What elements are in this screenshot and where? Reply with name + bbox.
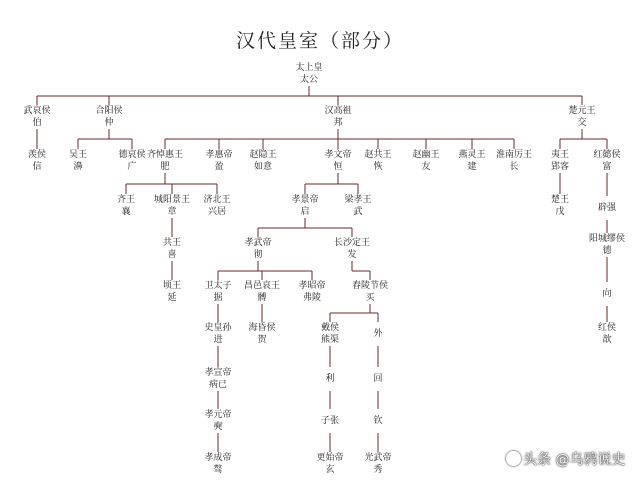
person-title: 子张: [320, 416, 340, 426]
person-title: 楚元王: [568, 106, 596, 116]
person-title: 孝元帝: [204, 410, 232, 420]
person-given-name: 贺: [257, 335, 267, 345]
person-title: 孝宣帝: [204, 368, 232, 378]
person-title: 昌邑哀王: [243, 281, 281, 291]
person-given-name: 骜: [213, 465, 223, 475]
person-title: 海昏侯: [248, 323, 276, 333]
person-title: 外: [373, 329, 383, 339]
person-node-chengyang: [153, 194, 191, 218]
person-title: 光武帝: [364, 453, 392, 463]
person-given-name: 仲: [104, 118, 114, 128]
person-title: 齐悼惠王: [146, 150, 184, 160]
camera-icon: [506, 451, 521, 466]
person-given-name: 邦: [333, 118, 343, 128]
person-node-changsha: [333, 237, 371, 261]
person-given-name: 交: [577, 118, 587, 128]
person-given-name: 长: [509, 162, 519, 172]
person-given-name: 章: [167, 207, 177, 217]
person-node-daihou: [320, 322, 340, 346]
person-given-name: 发: [347, 250, 357, 260]
person-node-xiaoxuan: [203, 367, 232, 391]
person-node-deai: [117, 149, 146, 173]
person-node-gaozu: [323, 105, 352, 129]
person-node-shihuang: [203, 322, 232, 346]
person-title: 红懿侯: [593, 150, 621, 160]
person-title: 阳城缪侯: [588, 234, 626, 244]
person-given-name: 彻: [253, 250, 263, 260]
person-node-changyi: [243, 280, 281, 304]
person-node-yanling: [457, 149, 486, 173]
person-title: 孝成帝: [204, 453, 232, 463]
person-node-zhaoyin: [248, 149, 277, 173]
person-given-name: 襄: [121, 207, 131, 217]
person-given-name: 戊: [555, 207, 565, 217]
person-node-hongxin: [597, 322, 617, 346]
person-given-name: 玄: [325, 465, 335, 475]
person-given-name: 太公: [299, 75, 319, 85]
person-node-zhaogong: [363, 149, 392, 173]
person-node-chongling: [351, 280, 389, 304]
person-node-qiwang: [116, 194, 136, 218]
person-given-name: 肥: [160, 162, 170, 172]
person-node-wai: [372, 328, 383, 340]
person-node-qin: [372, 415, 383, 427]
diagram-title: 汉代皇室（部分）: [235, 30, 404, 52]
person-title: 红侯: [597, 323, 617, 333]
person-given-name: 武: [353, 207, 363, 217]
person-title: 史皇孙: [204, 323, 232, 333]
watermark-text: 头条 @乌鸦说史: [523, 452, 626, 468]
person-given-name: 奭: [213, 422, 223, 432]
person-node-qingwang: [162, 280, 182, 304]
person-title: 辟强: [597, 203, 617, 213]
person-title: 向: [602, 289, 612, 299]
person-title: 孝文帝: [324, 150, 352, 160]
person-node-zhaoyou: [411, 149, 440, 173]
person-node-hongyi: [592, 149, 621, 173]
person-node-xiaowen: [323, 149, 352, 173]
person-title: 武哀侯: [23, 106, 51, 116]
watermark: [506, 449, 625, 469]
person-given-name: 启: [300, 207, 310, 217]
person-title: 戴侯: [320, 323, 340, 333]
person-node-hui: [372, 373, 383, 385]
person-given-name: 弗陵: [302, 293, 322, 303]
person-node-xiaozhao: [297, 280, 326, 304]
person-given-name: 歆: [602, 335, 612, 345]
person-given-name: 喜: [167, 250, 177, 260]
person-node-qidaohui: [146, 149, 184, 173]
person-node-wuwang: [68, 149, 88, 173]
person-title: 济北王: [203, 195, 231, 205]
person-node-guangwu: [363, 452, 392, 476]
person-title: 燕灵王: [458, 150, 486, 160]
person-given-name: 兴居: [207, 207, 227, 217]
person-given-name: 如意: [253, 162, 273, 172]
person-given-name: 德: [602, 246, 612, 256]
person-given-name: 病已: [208, 380, 228, 390]
person-title: 利: [325, 374, 335, 384]
person-given-name: 广: [127, 162, 137, 172]
person-title: 合阳侯: [95, 106, 123, 116]
person-given-name: 延: [167, 293, 177, 303]
person-given-name: 髆: [257, 293, 267, 303]
person-node-pizhang: [597, 202, 617, 214]
person-given-name: 郢客: [550, 162, 570, 172]
person-title: 长沙定王: [333, 238, 371, 248]
person-given-name: 恒: [333, 162, 343, 172]
person-title: 赵共王: [364, 150, 392, 160]
person-title: 太上皇: [295, 63, 323, 73]
person-node-huainan: [495, 149, 533, 173]
person-title: 孝武帝: [244, 238, 272, 248]
person-node-xiaohui: [204, 149, 233, 173]
person-node-xiaowu: [243, 237, 272, 261]
person-given-name: 友: [421, 162, 431, 172]
person-given-name: 伯: [32, 118, 42, 128]
person-node-haihun: [247, 322, 276, 346]
person-node-xiang: [601, 288, 612, 300]
person-title: 赵幽王: [412, 150, 440, 160]
person-node-xiaocheng: [203, 452, 232, 476]
person-node-gengshi: [315, 452, 344, 476]
person-node-xiaoyuan: [203, 409, 232, 433]
person-given-name: 富: [602, 162, 612, 172]
person-title: 钦: [373, 416, 383, 426]
person-node-yangcheng: [588, 233, 626, 257]
person-title: 顷王: [162, 281, 182, 291]
person-node-li: [324, 373, 335, 385]
person-node-zizhang: [320, 415, 340, 427]
person-title: 楚王: [550, 195, 570, 205]
person-title: 卫太子: [204, 281, 232, 291]
person-title: 淮南厉王: [495, 150, 533, 160]
person-node-taishang: [294, 62, 323, 86]
person-given-name: 信: [32, 162, 42, 172]
person-title: 舂陵节侯: [351, 281, 389, 291]
person-given-name: 据: [213, 293, 223, 303]
person-node-liangxiao: [343, 194, 372, 218]
person-node-gongwang: [162, 237, 182, 261]
person-title: 城阳景王: [153, 195, 191, 205]
person-title: 共王: [162, 238, 182, 248]
person-title: 赵隐王: [249, 150, 277, 160]
person-node-weitaizi: [203, 280, 232, 304]
person-node-heyang: [94, 105, 123, 129]
person-node-jibei: [202, 194, 231, 218]
person-node-chuyuan: [567, 105, 596, 129]
person-node-wuai: [22, 105, 51, 129]
person-title: 孝景帝: [291, 195, 319, 205]
person-given-name: 恢: [373, 162, 383, 172]
person-title: 夷王: [550, 150, 570, 160]
person-given-name: 进: [213, 335, 223, 345]
person-title: 更始帝: [316, 453, 344, 463]
person-title: 德哀侯: [118, 150, 146, 160]
person-title: 孝昭帝: [298, 281, 326, 291]
person-title: 羡侯: [27, 150, 47, 160]
person-node-yiwang: [550, 149, 570, 173]
person-given-name: 秀: [373, 465, 383, 475]
person-title: 吴王: [68, 150, 88, 160]
person-given-name: 买: [365, 293, 375, 303]
person-node-chuwang: [550, 194, 570, 218]
person-given-name: 盈: [214, 162, 224, 172]
person-given-name: 建: [467, 162, 477, 172]
person-title: 汉高祖: [324, 106, 352, 116]
person-title: 齐王: [116, 195, 136, 205]
person-given-name: 熊渠: [320, 335, 340, 345]
person-title: 梁孝王: [344, 195, 372, 205]
person-title: 孝惠帝: [205, 150, 233, 160]
person-node-xiaojing: [290, 194, 319, 218]
person-title: 回: [373, 374, 383, 384]
person-given-name: 濞: [73, 162, 83, 172]
person-node-xian: [27, 149, 47, 173]
